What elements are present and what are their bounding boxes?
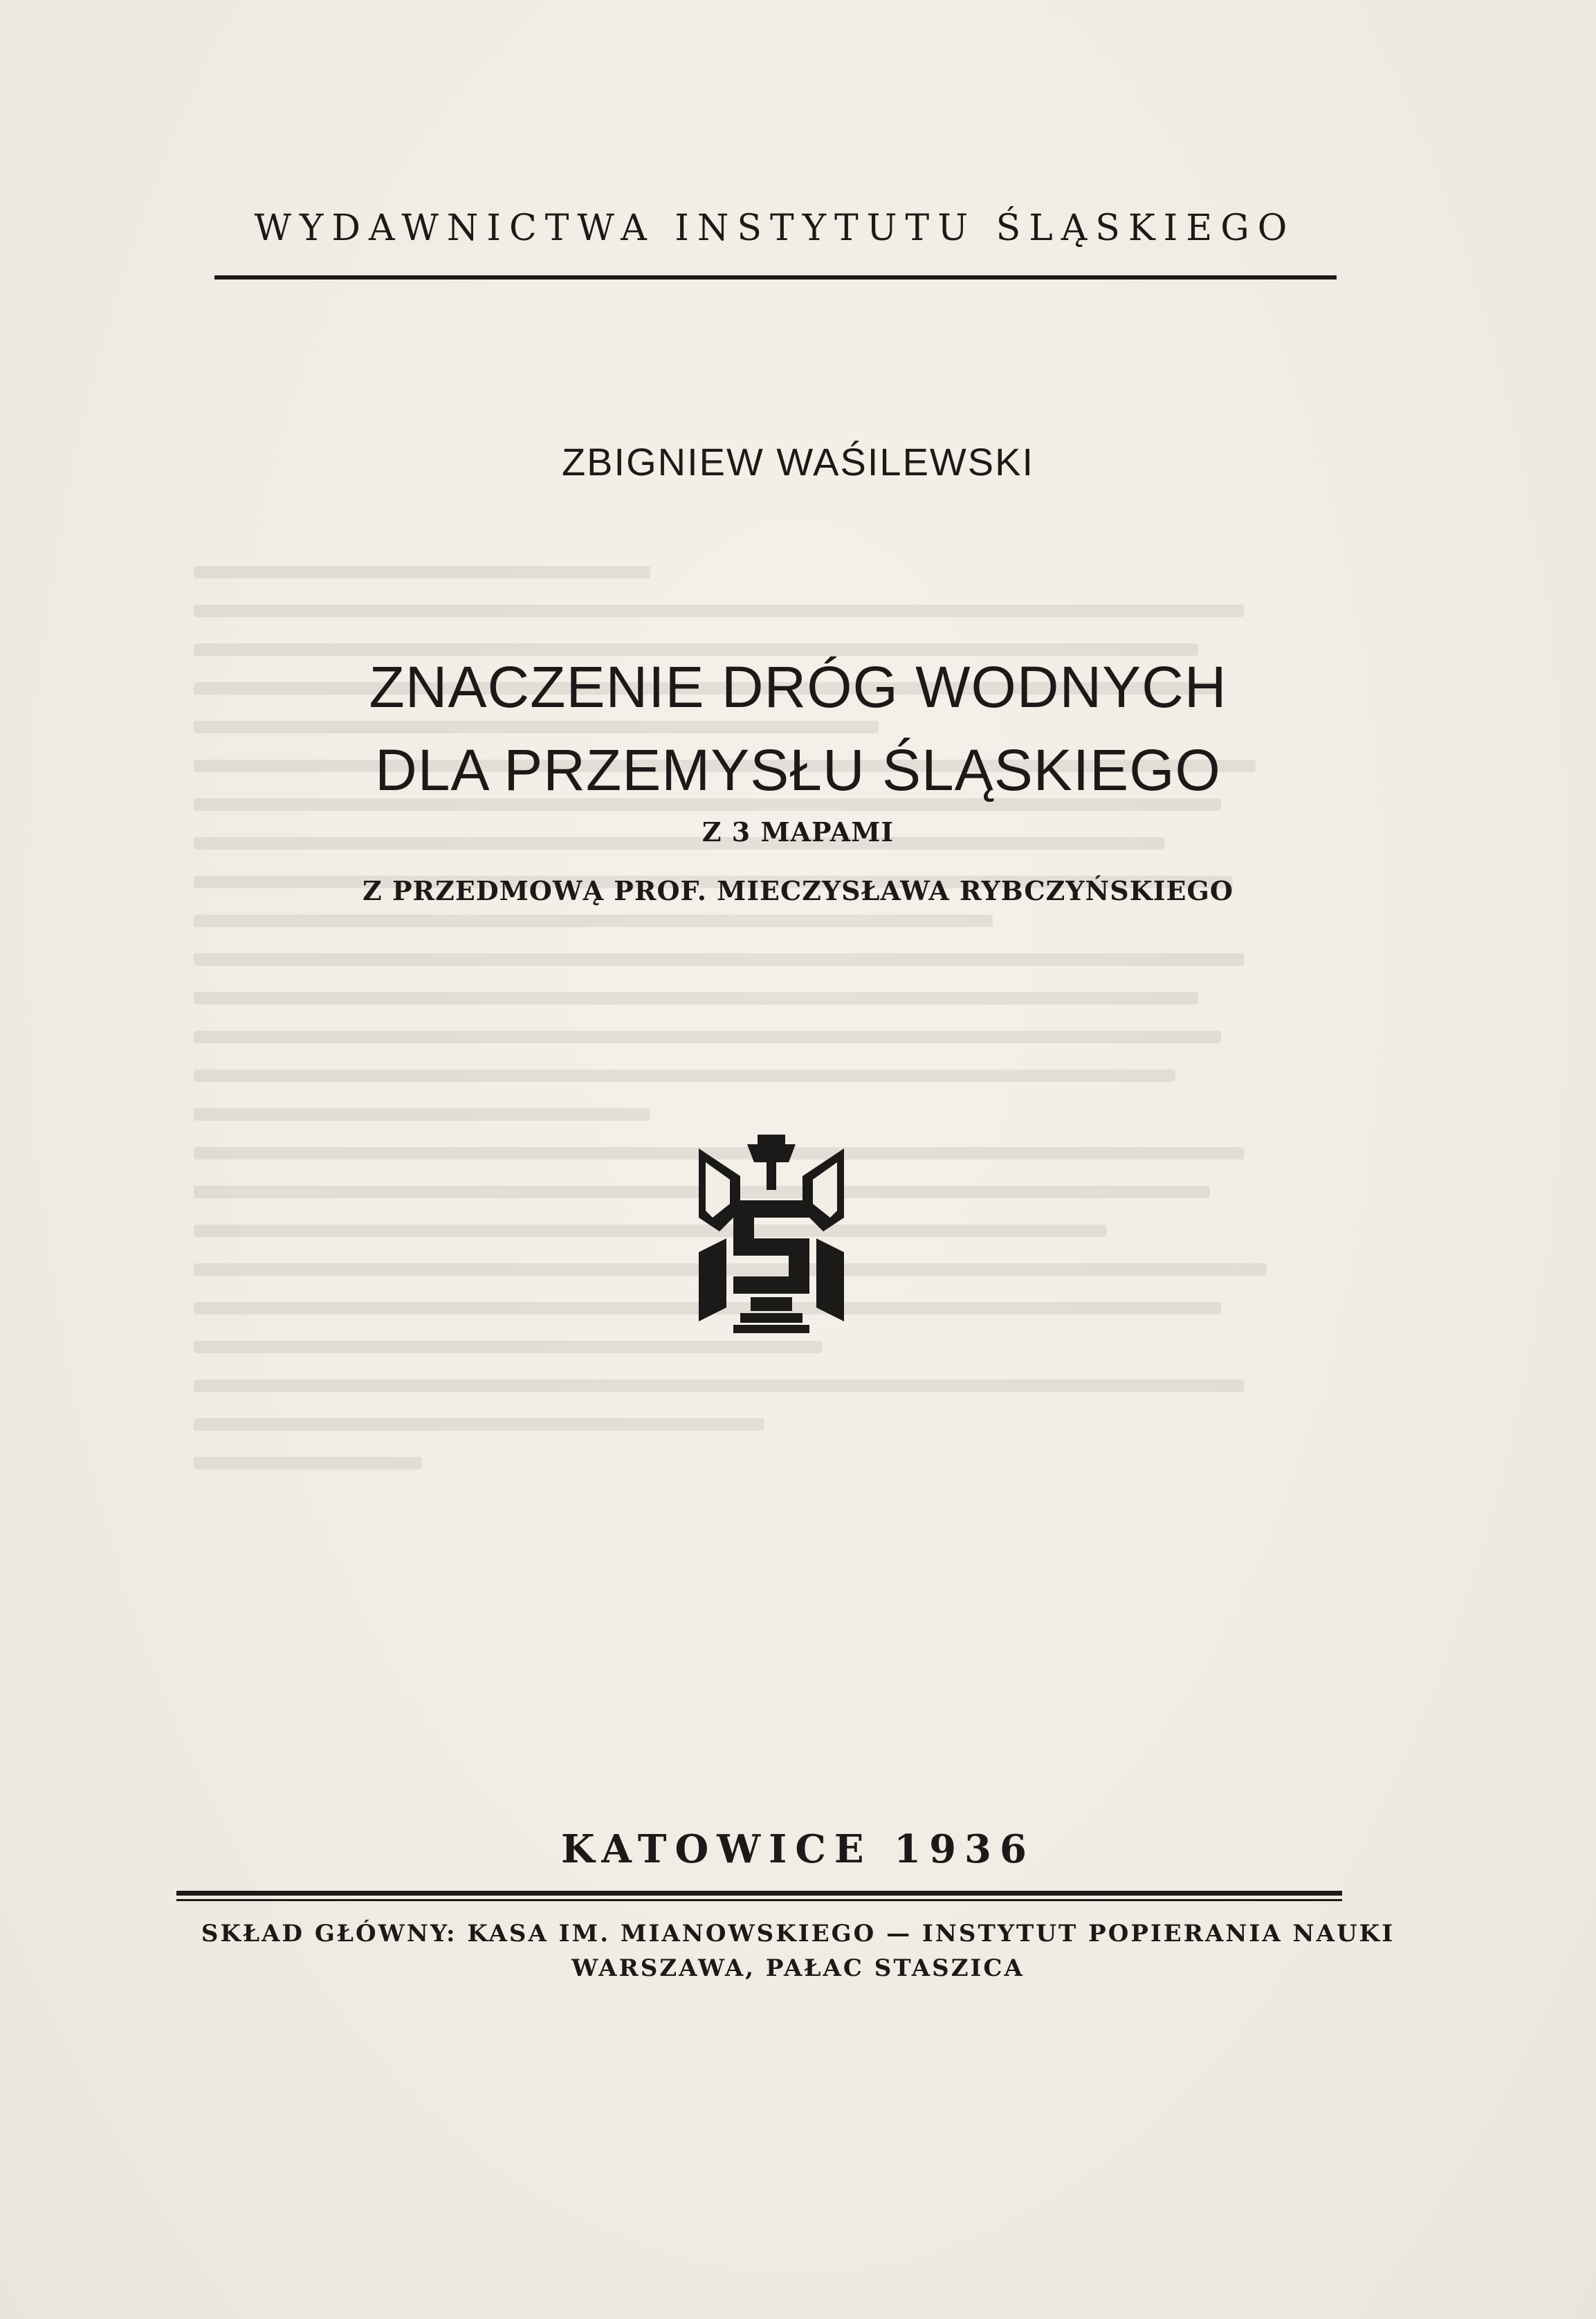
distribution-line-1: SKŁAD GŁÓWNY: KASA IM. MIANOWSKIEGO — INSTYTUT POPIERANIA NAUKI bbox=[201, 1920, 1395, 1947]
title-line-1: ZNACZENIE DRÓG WODNYCH bbox=[369, 654, 1227, 719]
series-heading: WYDAWNICTWA INSTYTUTU ŚLĄSKIEGO bbox=[254, 208, 1296, 249]
subtitle-maps: Z 3 MAPAMI bbox=[701, 816, 895, 847]
author-name: ZBIGNIEW WAŚILEWSKI bbox=[561, 440, 1035, 484]
institute-emblem-icon bbox=[692, 1135, 851, 1335]
place-and-year: KATOWICE 1936 bbox=[561, 1826, 1035, 1872]
series-rule bbox=[214, 275, 1337, 279]
subtitle-preface: Z PRZEDMOWĄ PROF. MIECZYSŁAWA RYBCZYŃSKIEGO bbox=[362, 875, 1234, 906]
footer-rule-top bbox=[176, 1891, 1342, 1896]
title-line-2: DLA PRZEMYSŁU ŚLĄSKIEGO bbox=[375, 737, 1221, 803]
distribution-line-2: WARSZAWA, PAŁAC STASZICA bbox=[571, 1954, 1025, 1982]
footer-rule-bottom bbox=[176, 1899, 1342, 1901]
